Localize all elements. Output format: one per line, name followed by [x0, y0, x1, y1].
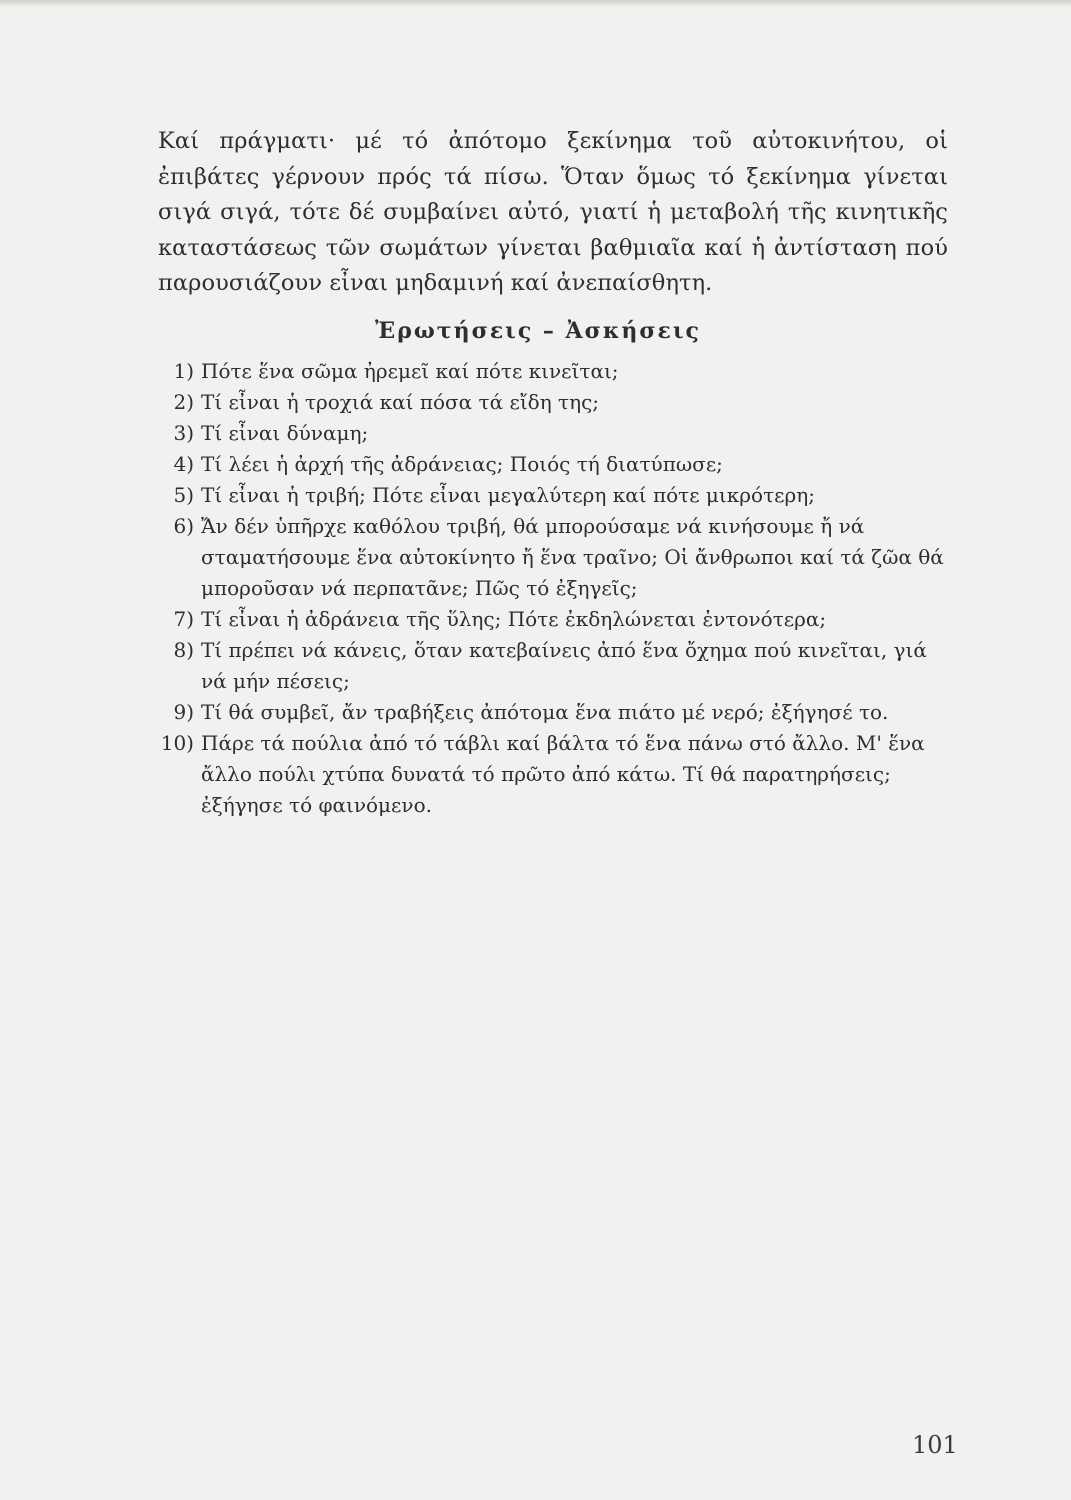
question-number: 9) [173, 699, 194, 724]
question-text: Ἄν δέν ὑπῆρχε καθόλου τριβή, θά μπορούσαμε νά κινήσουμε ἤ νά σταματήσουμε ἕνα αὐτοκίνητο ἤ ἕνα τραῖνο; Οἱ ἄνθρωποι καί τά ζῶα θά μποροῦσαν νά περπατᾶνε; Πῶς τό ἐξηγεῖς; [201, 513, 944, 600]
question-item [158, 697, 948, 728]
question-text: Τί εἶναι ἡ τριβή; Πότε εἶναι μεγαλύτερη καί πότε μικρότερη; [201, 482, 815, 507]
question-text: Τί πρέπει νά κάνεις, ὅταν κατεβαίνεις ἀπό ἕνα ὄχημα πού κινεῖται, γιά νά μήν πέσεις; [201, 637, 927, 693]
question-item [158, 387, 948, 418]
question-number: 3) [173, 420, 194, 445]
question-text: Πάρε τά πούλια ἀπό τό τάβλι καί βάλτα τό ἕνα πάνω στό ἄλλο. Μ' ἕνα ἄλλο πούλι χτύπα δυνατά τό πρῶτο ἀπό κάτω. Τί θά παρατηρήσεις; ἐξήγησε τό φαινόμενο. [201, 730, 925, 817]
question-item [158, 449, 948, 480]
questions-list [158, 356, 948, 821]
question-item [158, 480, 948, 511]
page-content [158, 124, 948, 821]
section-heading: Ἐρωτήσεις – Ἀσκήσεις [375, 317, 701, 344]
question-item [158, 604, 948, 635]
question-number: 7) [173, 606, 194, 631]
page-top-edge [0, 0, 1071, 6]
question-item [158, 511, 948, 604]
question-text: Τί εἶναι δύναμη; [201, 420, 369, 445]
question-number: 4) [173, 451, 194, 476]
question-text: Πότε ἕνα σῶμα ἠρεμεῖ καί πότε κινεῖται; [201, 358, 619, 383]
question-number: 10) [160, 730, 194, 755]
question-text: Τί εἶναι ἡ ἀδράνεια τῆς ὕλης; Πότε ἐκδηλώνεται ἐντονότερα; [201, 606, 827, 631]
question-number: 5) [173, 482, 194, 507]
question-text: Τί εἶναι ἡ τροχιά καί πόσα τά εἴδη της; [201, 389, 600, 414]
question-number: 2) [173, 389, 194, 414]
page-number: 101 [912, 1431, 958, 1459]
question-number: 1) [173, 358, 194, 383]
question-text: Τί θά συμβεῖ, ἄν τραβήξεις ἀπότομα ἕνα πιάτο μέ νερό; ἐξήγησέ το. [201, 699, 889, 724]
question-item [158, 728, 948, 821]
question-number: 8) [173, 637, 194, 662]
question-item [158, 356, 948, 387]
question-item [158, 418, 948, 449]
intro-paragraph: Καί πράγματι· μέ τό ἀπότομο ξεκίνημα τοῦ αὐτοκινήτου, οἱ ἐπιβάτες γέρνουν πρός τά πίσω. Ὅταν ὅμως τό ξεκίνημα γίνεται σιγά σιγά, τότε δέ συμβαίνει αὐτό, γιατί ἡ μεταβολή τῆς κινητικῆς καταστάσεως τῶν σωμάτων γίνεται βαθμιαῖα καί ἡ ἀντίσταση πού παρουσιάζουν εἶναι μηδαμινή καί ἀνεπαίσθητη. [158, 128, 948, 296]
question-number: 6) [173, 513, 194, 538]
question-text: Τί λέει ἡ ἀρχή τῆς ἀδράνειας; Ποιός τή διατύπωσε; [201, 451, 723, 476]
question-item [158, 635, 948, 697]
